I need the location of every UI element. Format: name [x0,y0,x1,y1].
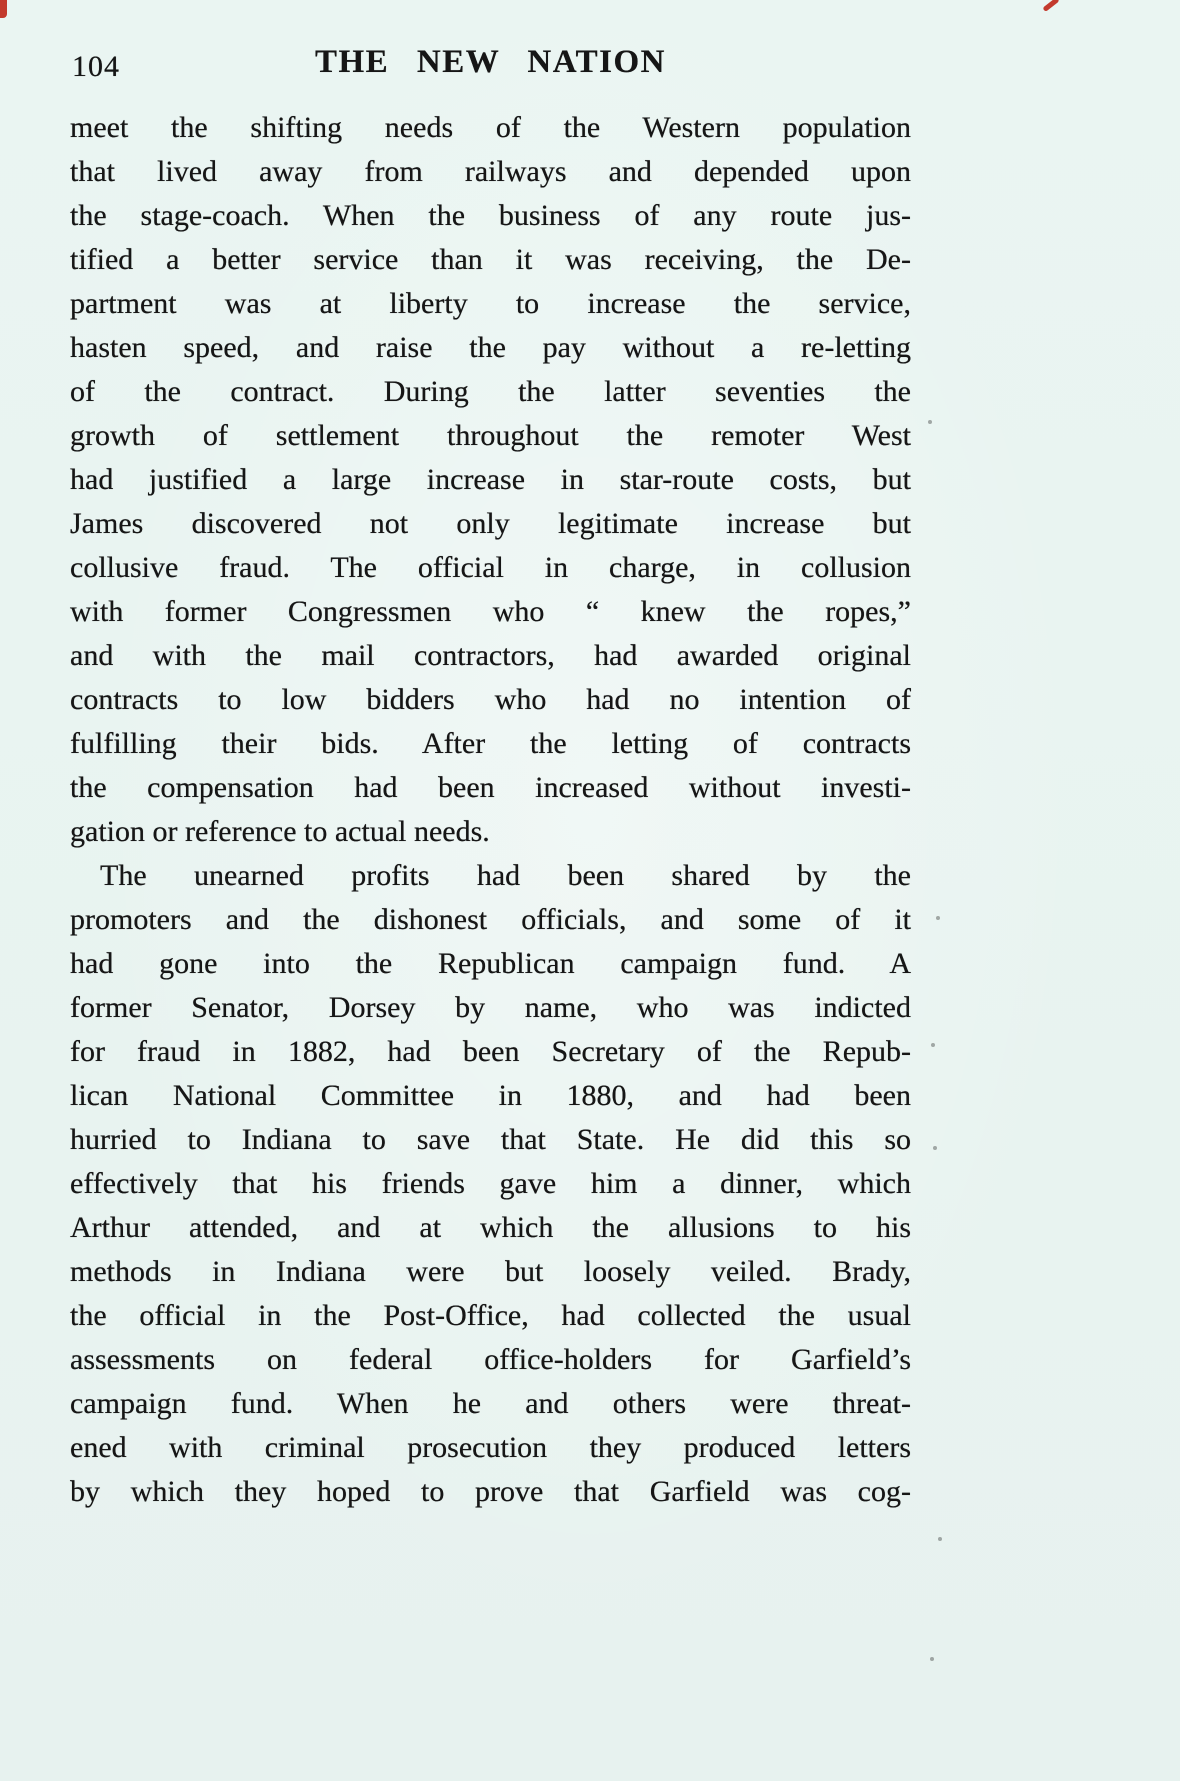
text-line: the official in the Post-Office, had collected the usual [70,1299,911,1332]
scan-artifact-red-corner [0,0,7,18]
text-line: fulfilling their bids. After the letting of contracts [70,727,911,760]
scan-artifact-speck [931,1043,935,1047]
text-line: lican National Committee in 1880, and had been [70,1079,911,1112]
text-line: collusive fraud. The official in charge, in collusion [70,551,911,584]
text-line: tified a better service than it was receiving, the De- [70,243,911,276]
paragraph-2 [70,854,911,1514]
text-line: by which they hoped to prove that Garfield was cog- [70,1475,911,1508]
text-line: and with the mail contractors, had awarded original [70,639,911,672]
text-line: The unearned profits had been shared by the [100,859,911,892]
text-line: partment was at liberty to increase the service, [70,287,911,320]
text-line: had gone into the Republican campaign fund. A [70,947,911,980]
text-line: had justified a large increase in star-route costs, but [70,463,911,496]
text-line: growth of settlement throughout the remoter West [70,419,911,452]
text-line: effectively that his friends gave him a dinner, which [70,1167,911,1200]
scan-artifact-red-slash [1042,0,1059,12]
text-line: hasten speed, and raise the pay without a re-letting [70,331,911,364]
text-line: promoters and the dishonest officials, and some of it [70,903,911,936]
text-line: hurried to Indiana to save that State. He did this so [70,1123,911,1156]
text-line: the compensation had been increased without investi- [70,771,911,804]
scan-artifact-speck [938,1537,942,1541]
page-number: 104 [72,50,120,83]
text-line: of the contract. During the latter seventies the [70,375,911,408]
scan-artifact-speck [936,916,940,920]
page-header [70,44,911,92]
text-line: former Senator, Dorsey by name, who was indicted [70,991,911,1024]
text-line: meet the shifting needs of the Western population [70,111,911,144]
text-line: the stage-coach. When the business of any route jus- [70,199,911,232]
text-line: Arthur attended, and at which the allusions to his [70,1211,911,1244]
text-line: methods in Indiana were but loosely veiled. Brady, [70,1255,911,1288]
text-line: for fraud in 1882, had been Secretary of the Repub- [70,1035,911,1068]
scan-artifact-speck [928,420,932,424]
scan-artifact-speck [930,1657,934,1661]
text-line: ened with criminal prosecution they produced letters [70,1431,911,1464]
paragraph-1 [70,106,911,854]
page-body [70,106,911,1514]
text-line: with former Congressmen who “ knew the ropes,” [70,595,911,628]
text-line: James discovered not only legitimate increase but [70,507,911,540]
scan-artifact-speck [933,1146,937,1150]
text-line: assessments on federal office-holders for Garfield’s [70,1343,911,1376]
page-title: THE NEW NATION [314,44,666,80]
text-line: gation or reference to actual needs. [70,815,490,848]
text-line: that lived away from railways and depended upon [70,155,911,188]
text-line: contracts to low bidders who had no intention of [70,683,911,716]
text-line: campaign fund. When he and others were threat- [70,1387,911,1420]
